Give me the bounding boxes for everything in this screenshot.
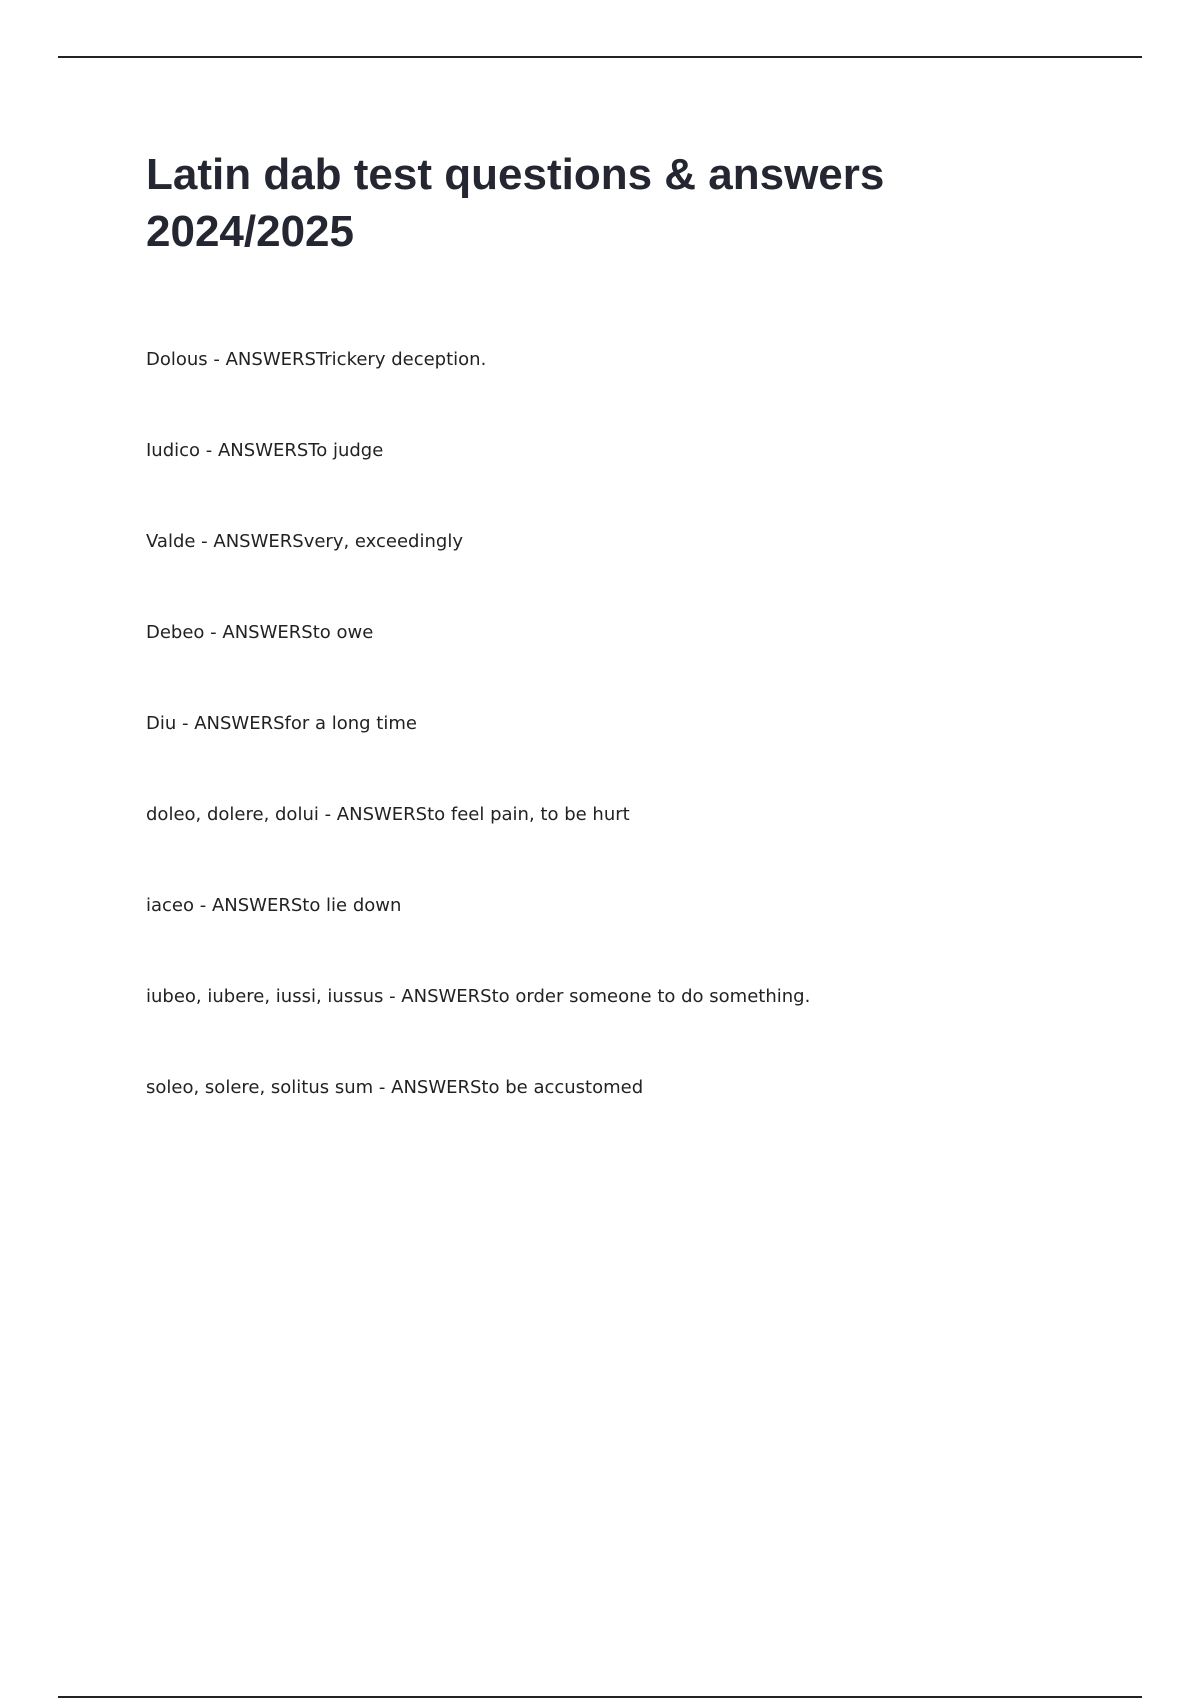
qa-entry: iaceo - ANSWERSto lie down [146, 895, 402, 916]
title-line-1: Latin dab test questions & answers [146, 150, 885, 199]
bottom-rule [58, 1696, 1142, 1698]
top-rule [58, 56, 1142, 58]
document-title [146, 146, 1046, 260]
qa-entry: Diu - ANSWERSfor a long time [146, 713, 417, 734]
qa-entry: Dolous - ANSWERSTrickery deception. [146, 349, 487, 370]
qa-entry: doleo, dolere, dolui - ANSWERSto feel pain, to be hurt [146, 804, 630, 825]
qa-list [146, 349, 1126, 1168]
title-line-2: 2024/2025 [146, 207, 354, 256]
qa-entry: Debeo - ANSWERSto owe [146, 622, 374, 643]
qa-entry: iubeo, iubere, iussi, iussus - ANSWERSto order someone to do something. [146, 986, 811, 1007]
qa-entry: Iudico - ANSWERSTo judge [146, 440, 384, 461]
qa-entry: soleo, solere, solitus sum - ANSWERSto be accustomed [146, 1077, 644, 1098]
qa-entry: Valde - ANSWERSvery, exceedingly [146, 531, 463, 552]
